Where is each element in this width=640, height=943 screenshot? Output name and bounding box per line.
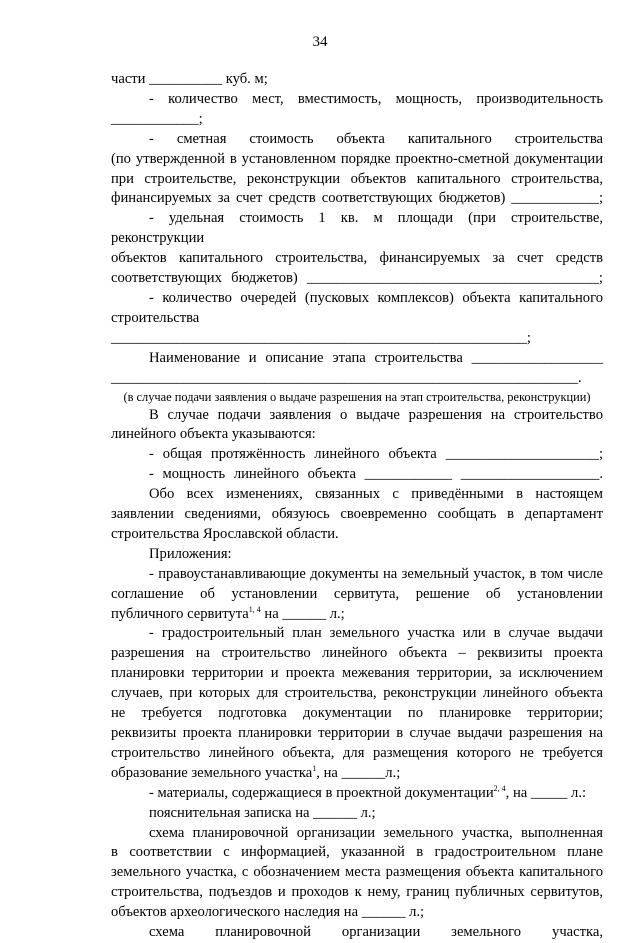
text-line: В случае подачи заявления о выдаче разрешения на строительство (149, 406, 603, 423)
text-line: Приложения: (149, 545, 232, 562)
text-line: схема планировочной организации земельного участка, (149, 924, 603, 941)
text-line: - общая протяжённость линейного объекта _____________________; (149, 446, 603, 463)
text-line: в соответствии с информацией, указанной в градостроительном плане (111, 844, 603, 861)
text-line: Наименование и описание этапа строительства __________________ (149, 349, 603, 366)
note-text: (в случае подачи заявления о выдаче разрешения на этап строительства, реконструкции) (123, 389, 591, 404)
text-line: пояснительная записка на ______ л.; (149, 804, 376, 821)
text-line: при строительстве, реконструкции объектов капитального строительства, (111, 170, 603, 187)
text-fragment: , на ______л.; (316, 764, 401, 781)
text-fragment: на ______ л.; (260, 605, 345, 622)
text-line: заявлении сведениями, обязуюсь своевременно сообщать в департамент (111, 506, 603, 523)
text-line: строительство линейного объекта, для размещения которого не требуется (111, 744, 603, 761)
text-line: - градостроительный план земельного участка или в случае выдачи (149, 625, 603, 642)
text-line: части __________ куб. м; (111, 71, 268, 87)
text-line: случаев, при которых для строительства, реконструкции линейного объекта (111, 685, 603, 702)
text-line: соответствующих бюджетов) ________________________________________; (111, 270, 603, 287)
footnote-marker: 1 (312, 763, 317, 773)
text-line: схема планировочной организации земельного участка, выполненная (149, 824, 603, 841)
text-line: разрешения на строительство линейного объекта – реквизиты проекта (111, 645, 603, 662)
text-line: финансируемых за счет средств соответствующих бюджетов) ____________; (111, 190, 603, 207)
text-line: - сметная стоимость объекта капитального строительства (149, 130, 603, 147)
footnote-marker: 2, 4 (493, 783, 506, 793)
text-line: земельного участка, с обозначением места размещения объекта капитального (111, 864, 603, 881)
text-line: ____________; (111, 110, 203, 127)
text-line: соглашение об установлении сервитута, решение об установлении (111, 585, 603, 602)
text-line (111, 784, 603, 804)
text-line: реконструкции (111, 230, 205, 247)
text-line: - удельная стоимость 1 кв. м площади (при строительстве, (149, 210, 603, 227)
text-line: строительства (111, 309, 200, 326)
text-line (111, 764, 603, 784)
text-fragment: образование земельного участка (111, 764, 313, 781)
text-line: строительства Ярославской области. (111, 525, 339, 542)
text-line: планировки территории и проекта межевания территории, за исключением (111, 665, 603, 682)
text-line: объектов капитального строительства, финансируемых за счет средств (111, 250, 603, 267)
text-line: линейного объекта указываются: (111, 426, 316, 443)
text-line: _________________________________________________________; (111, 329, 531, 346)
text-line: реквизиты проекта планировки территории в случае выдачи разрешения на (111, 725, 603, 741)
text-line: не требуется подготовка документации по планировке территории; (111, 705, 603, 722)
text-line: строительства, подъездов и проходов к нему, границ публичных сервитутов, (111, 884, 603, 901)
text-line (111, 605, 603, 625)
text-line: ________________________________________________________________. (111, 369, 582, 386)
text-line: - правоустанавливающие документы на земельный участок, в том числе (149, 565, 603, 582)
text-line: - мощность линейного объекта ____________ ___________________. (149, 466, 603, 483)
page-number: 34 (312, 34, 328, 50)
text-fragment: , на _____ л.: (505, 784, 587, 801)
text-line: Обо всех изменениях, связанных с приведёнными в настоящем (149, 486, 603, 503)
text-line: - количество мест, вместимость, мощность, производительность (149, 90, 603, 107)
text-fragment: - материалы, содержащиеся в проектной документации (149, 784, 494, 801)
text-fragment: публичного сервитута (111, 605, 249, 622)
text-line: объектов археологического наследия на ______ л.; (111, 904, 425, 921)
text-line: (по утвержденной в установленном порядке проектно-сметной документации (111, 150, 603, 167)
footnote-marker: 1, 4 (248, 604, 261, 614)
text-line: - количество очередей (пусковых комплексов) объекта капитального (149, 289, 603, 306)
document-body (111, 70, 603, 943)
